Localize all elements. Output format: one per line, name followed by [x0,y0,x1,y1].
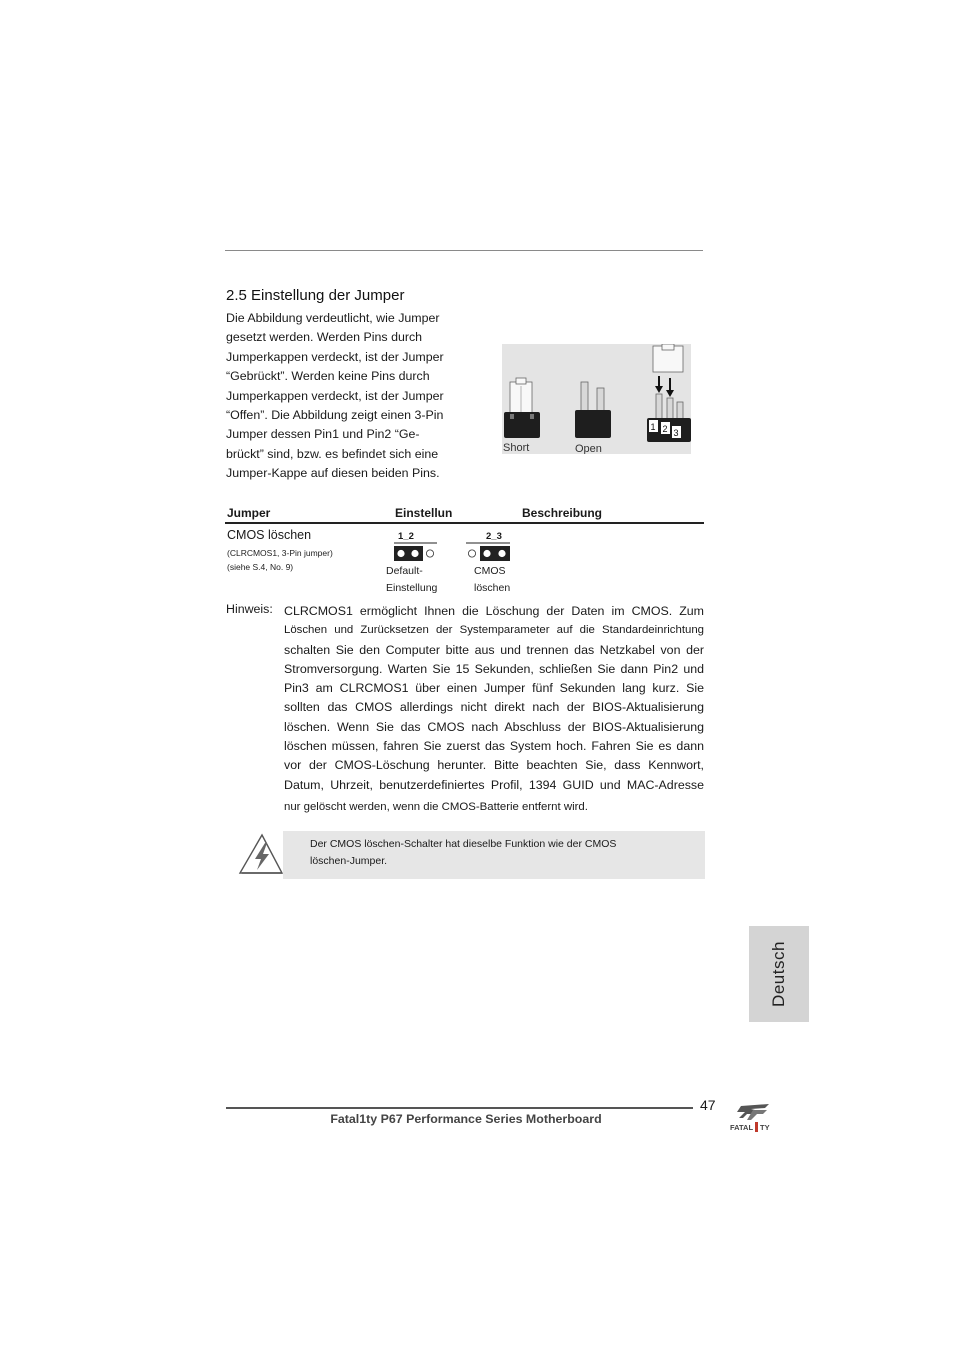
intro-line: gesetzt werden. Werden Pins durch [226,330,423,345]
warning-line: Der CMOS löschen-Schalter hat dieselbe Funktion wie der CMOS [310,838,617,850]
note-line: schalten Sie den Computer bitte aus und trennen das Netzkabel von der [284,642,704,657]
open-label: Open [575,443,602,454]
svg-text:TY: TY [760,1123,770,1132]
fatal1ty-logo [729,1100,781,1134]
section-title: 2.5 Einstellung der Jumper [226,287,405,304]
intro-line: Jumper dessen Pin1 und Pin2 “Ge- [226,427,420,442]
warning-line: löschen-Jumper. [310,855,388,867]
intro-line: Jumperkappen verdeckt, ist der Jumper [226,388,444,403]
note-line: Löschen und Zurücksetzen der Systemparameter auf die Standardeinrichtung [284,624,704,637]
note-line: sollten das CMOS allerdings nicht direkt nach der BIOS-Aktualisierung [284,700,704,715]
intro-line: brückt” sind, bzw. es befindet sich eine [226,446,439,461]
note-line: Stromversorgung. Warten Sie 15 Sekunden, schließen Sie dann Pin2 und [284,661,704,676]
setting-2-caption: löschen [474,582,511,594]
setting-1-pins: 1_2 [398,531,414,542]
setting-1-pin-diagram [393,541,439,563]
jumper-illustration [502,344,691,454]
setting-2-caption: CMOS [474,565,506,577]
row-jumper-name: CMOS löschen [227,528,312,542]
note-paragraph [284,602,704,817]
note-line: CLRCMOS1 ermöglicht Ihnen die Löschung der Daten im CMOS. Zum [284,604,704,618]
language-side-tab-label: Deutsch [769,941,788,1007]
table-header-rule [225,522,704,524]
note-line: löschen müssen, fahren Sie zuerst das System hoch. Fahren Sie es dann [284,739,704,754]
note-line: nur gelöscht werden, wenn die CMOS-Batterie entfernt wird. [284,800,588,813]
page-number: 47 [700,1097,716,1113]
intro-line: “Offen”. Die Abbildung zeigt einen 3-Pin [226,408,444,423]
table-header-description: Beschreibung [522,506,603,520]
warning-triangle-icon [238,832,284,876]
setting-2-pins: 2_3 [486,531,502,542]
note-line: Pin3 am CLRCMOS1 über einen Jumper fünf Sekunden lang kurz. Sie [284,681,704,696]
pin-number-1: 1 [650,422,656,432]
footer-title: Fatal1ty P67 Performance Series Motherboard [330,1112,602,1126]
footer-divider [226,1107,693,1109]
warning-note-text [310,836,670,870]
header-divider [225,250,703,251]
table-header-jumper: Jumper [227,506,271,520]
table-header-setting: Einstellun [395,506,453,520]
note-line: löschen. Wenn Sie das CMOS nach Abschluss der BIOS-Aktualisierung [284,719,704,734]
language-side-tab [749,926,809,1022]
pin-number-3: 3 [673,428,679,438]
setting-1-caption: Einstellung [386,582,438,594]
intro-line: “Gebrückt”. Werden keine Pins durch [226,369,430,384]
note-line: vor der CMOS-Löschung herunter. Bitte beachten Sie, dass Kennwort, [284,758,704,773]
pin-number-2: 2 [662,424,668,434]
row-jumper-reference: (siehe S.4, No. 9) [227,562,294,572]
intro-line: Jumper-Kappe auf diesen beiden Pins. [226,466,440,481]
setting-1-caption: Default- [386,565,423,577]
note-label: Hinweis: [226,602,273,616]
intro-line: Jumperkappen verdeckt, ist der Jumper [226,349,444,364]
short-label: Short [503,442,530,454]
row-jumper-detail: (CLRCMOS1, 3-Pin jumper) [227,548,333,558]
intro-line: Die Abbildung verdeutlicht, wie Jumper [226,311,440,325]
setting-2-pin-diagram [464,541,512,563]
svg-text:FATAL: FATAL [730,1123,754,1132]
note-line: Datum, Uhrzeit, benutzerdefiniertes Profil, 1394 GUID und MAC-Adresse [284,777,704,792]
intro-paragraph [226,309,454,484]
